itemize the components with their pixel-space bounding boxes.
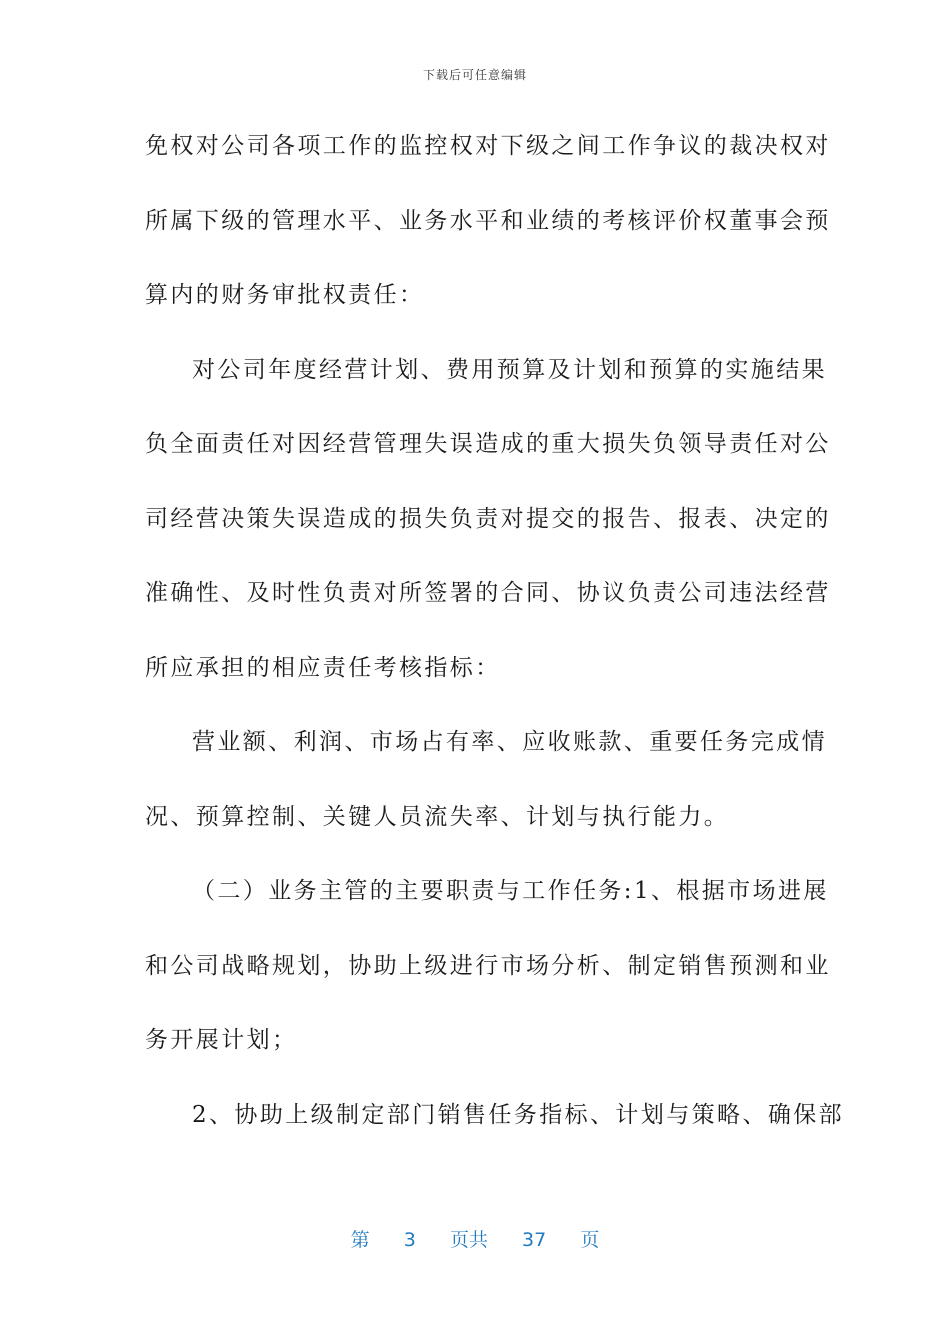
text-line-2: 所属下级的管理水平、业务水平和业绩的考核评价权董事会预 — [145, 207, 831, 234]
text-line-11: （二）业务主管的主要职责与工作任务:1、根据市场进展 — [192, 878, 829, 904]
text-line-7: 准确性、及时性负责对所签署的合同、协议负责公司违法经营 — [145, 580, 831, 606]
page-footer — [0, 1225, 950, 1252]
current-page-number: 3 — [403, 1229, 416, 1251]
total-pages-number: 37 — [522, 1229, 547, 1251]
page-middle-text: 页共 — [449, 1229, 488, 1251]
text-line-1: 免权对公司各项工作的监控权对下级之间工作争议的裁决权对 — [145, 133, 831, 159]
text-line-5: 负全面责任对因经营管理失误造成的重大损失负领导责任对公 — [145, 431, 831, 457]
text-line-8: 所应承担的相应责任考核指标： — [145, 654, 501, 681]
text-line-13: 务开展计划； — [145, 1027, 298, 1053]
text-line-10: 况、预算控制、关键人员流失率、计划与执行能力。 — [145, 803, 730, 830]
text-line-6: 司经营决策失误造成的损失负责对提交的报告、报表、决定的 — [145, 505, 831, 532]
page-suffix: 页 — [580, 1229, 600, 1251]
text-line-3: 算内的财务审批权责任： — [145, 282, 425, 308]
header-note: 下载后可任意编辑 — [422, 68, 527, 82]
page-prefix: 第 — [350, 1229, 370, 1251]
text-line-14: 2、协助上级制定部门销售任务指标、计划与策略、确保部 — [192, 1101, 845, 1128]
text-line-4: 对公司年度经营计划、费用预算及计划和预算的实施结果 — [192, 356, 827, 383]
document-body — [145, 120, 845, 1163]
text-line-9: 营业额、利润、市场占有率、应收账款、重要任务完成情 — [192, 729, 827, 755]
text-line-12: 和公司战略规划，协助上级进行市场分析、制定销售预测和业 — [145, 952, 831, 979]
